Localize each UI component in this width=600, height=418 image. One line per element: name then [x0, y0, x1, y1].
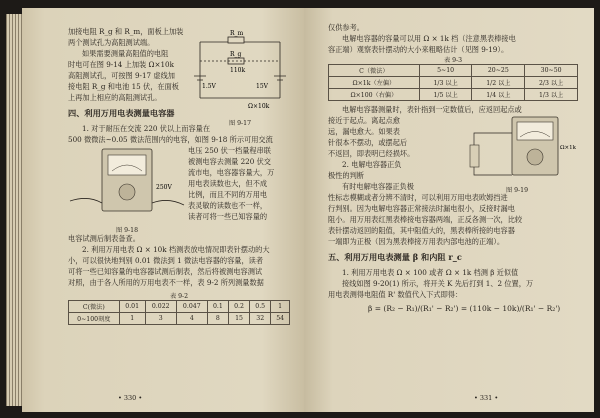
svg-text:Ω×1k: Ω×1k [560, 145, 577, 151]
right-page: 仅供参考。 电解电容器的容量可以用 Ω × 1k 档（注意黑表棒接电 容正端）观察表针摆动的大小来粗略估计（见图 9-19）。 表 9-3 C（微法） 5~10 20~25 30~50 Ω×1k（左偏） 1/3 以上 1/2 以上 2/3 以上 Ω×100（右偏） 1/5 以上 1/4 以上 1/3 以上 电解电容器测量时，表针指到一定数值后，应返回起点或 接近于起点。离起点愈 远，漏电愈大。如果表 针很本不摆动，或摆起后 不返回，即表明已经损坏。 2. 电解电容器正负 极性的判断 有时电解电容器正负极 Ω×1k 图 9-19 性标志模糊或者分辨不清时，可以利用万用电表欧姆挡进 行判别。因为电解电容器正常接法时漏电很小，反接时漏电 阻小。用万用表红黑表棒接电容器两端，正反各测一次，比较 表针摆动返回的阻值，其中阻值大的，黑表棒所接的电容器 一端即为正极（因为黑表棒接万用表内部电池的正端）。 五、利用万用电表测量 β 和内阻 r_c 1. 利用万用电表 Ω × 100 或者 Ω × 1k 档测 β 近似值 接线如图 9-20(1) 所示，将开关 K 先后打到 1、2 位置，万 用电表测得电阻值 R' 数值代入下式即得： β = (R₂ − R₁)/(R₁' − R₂') = (110k − 10k)/(R₁' − R₂') • 331 • [304, 8, 594, 412]
svg-text:110k: 110k [230, 67, 246, 74]
table-row: Ω×1k（左偏） 1/3 以上 1/2 以上 2/3 以上 [329, 77, 578, 89]
paragraph-with-figure: 250V 图 9-18 电压 250 伏一档量程串联 被测电容去测量 220 伏交 流市电，电容器容量大，万 用电表读数也大，但不成 比例，而且不同的万用电 表灵敏的读数也不一样， 读者可将一些已知容量的 [68, 145, 290, 233]
page-number-left: • 330 • [118, 394, 143, 402]
table-row: 0~100刻度 1 3 4 8 15 32 54 [69, 313, 290, 325]
meter-illustration-9-19 [456, 115, 578, 181]
table-row: C（微法） 5~10 20~25 30~50 [329, 65, 578, 77]
table-9-2 [68, 300, 290, 325]
svg-text:1.5V: 1.5V [202, 83, 216, 90]
table-9-3 [328, 64, 578, 101]
figure-9-18: 250V 图 9-18 [68, 145, 186, 234]
svg-text:Ω×10k: Ω×10k [248, 103, 270, 110]
meter-illustration-9-18 [68, 145, 186, 221]
circuit-diagram-9-17 [190, 28, 290, 114]
svg-text:R_g: R_g [230, 51, 242, 58]
figure-9-19: Ω×1k 图 9-19 [456, 115, 578, 194]
intro-paragraph: 加接电阻 R_g 和 R_m，面板上加装 两个测试孔为高阻测试端。 如果需要测量高阻值的电阻 时电可在图 9-14 上加装 Ω×10k 高阻测试孔，可按图 9-17 虚线加 接电阻 R_g 和电池 15 伏，在面板 上再加上相应的高阻测试孔。 [68, 27, 184, 102]
svg-text:15V: 15V [256, 83, 268, 90]
left-page: 加接电阻 R_g 和 R_m，面板上加装 两个测试孔为高阻测试端。 如果需要测量高阻值的电阻 时电可在图 9-14 上加装 Ω×10k 高阻测试孔，可按图 9-17 虚线加 接电阻 R_g 和电池 15 伏，在面板 上再加上相应的高阻测试孔。 R_m R_g 110k 1.5V 15V Ω×10k 图 9-17 四、利用万用电表测量电容器 1. 对于耐压在交流 220 伏以上而容量在 500 微微法~0.05 微法范围内的电容，如图 9-18 所示可用交流 250V 图 9-18 电压 250 伏一档量程串联 被测电容去测量 220 伏交 流市电，电容器容量大，万 用电表读数也大，但不成 比例，而且不同的万用电 表灵敏的读数也不一样， 读者可将一些已知容量的 电容试测后制表备查。 2. 利用万用电表 Ω × 10k 档测表放电情况即表针摆动的大 小，可以很快地判别 0.01 微法到 1 微法电容器的容量，读者 可将一些已知容量的电容器试测后制表，然后将被测电容测试 对照，由于各人所用的万用电表不一样，表 9-2 所列测量数据 表 9-2 C(微法) 0.01 0.022 0.047 0.1 0.2 0.5 1 0~100刻度 1 3 4 8 15 32 54 • 330 • [22, 8, 304, 412]
svg-text:250V: 250V [156, 184, 172, 191]
figure-9-17: R_m R_g 110k 1.5V 15V Ω×10k 图 9-17 [190, 28, 290, 126]
page-number-right: • 331 • [474, 394, 499, 402]
table-row: C(微法) 0.01 0.022 0.047 0.1 0.2 0.5 1 [69, 301, 290, 313]
beta-formula: β = (R₂ − R₁)/(R₁' − R₂') = (110k − 10k)/(R₁' − R₂') [368, 304, 561, 313]
section-4-heading: 四、利用万用电表测量电容器 [68, 108, 175, 118]
section-5-heading: 五、利用万用电表测量 β 和内阻 r_c [328, 252, 462, 262]
svg-text:R_m: R_m [230, 30, 244, 37]
paragraph-with-figure-9-19: 接近于起点。离起点愈 远，漏电愈大。如果表 针很本不摆动，或摆起后 不返回，即表明已经损坏。 2. 电解电容器正负 极性的判断 有时电解电容器正负极 Ω×1k 图 9-19 [328, 116, 577, 194]
table-row: Ω×100（右偏） 1/5 以上 1/4 以上 1/3 以上 [329, 89, 578, 101]
